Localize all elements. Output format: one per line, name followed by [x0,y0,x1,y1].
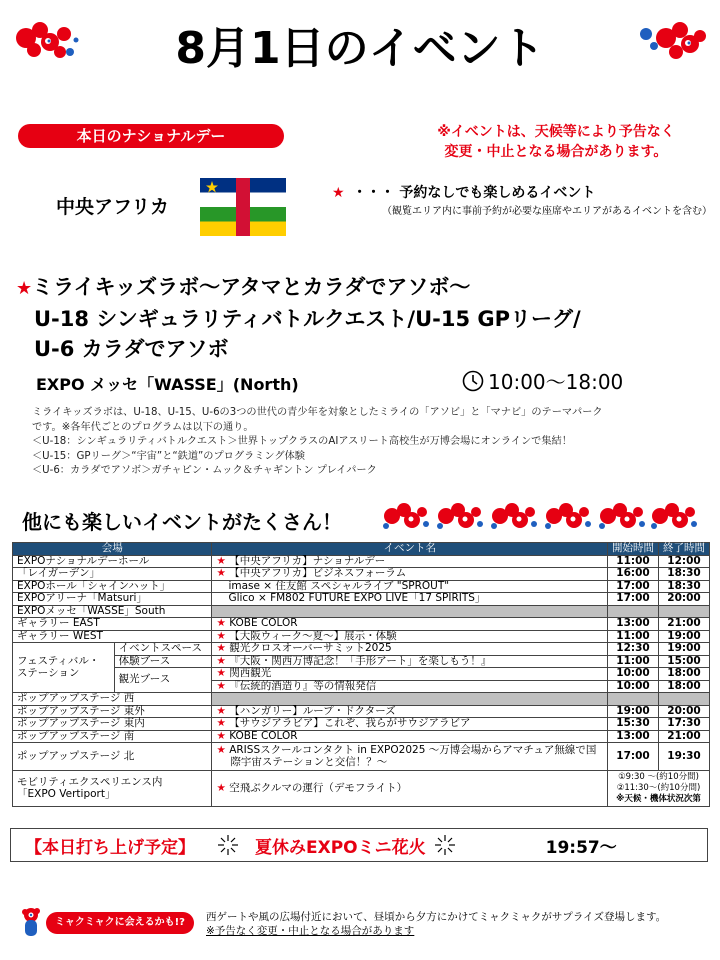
event-name: 【中央アフリカ】ナショナルデー [229,554,386,567]
event-name: 『大阪・関西万博記念！「手形アート」を楽しもう！』 [229,654,492,667]
legend-main [332,182,595,202]
star-icon: ★ [216,704,226,717]
events-table [12,542,710,807]
event-cell [212,680,608,693]
start-cell: 10:00 [607,668,658,681]
event-name: 『伝統的酒造り』等の情報発信 [229,679,377,692]
venue-cell: 「レイガーデン」 [13,568,212,581]
end-cell: 18:00 [658,668,709,681]
empty-cell [658,693,709,706]
table-row [13,655,710,668]
time-line: ※天候・機体状況次第 [616,794,701,804]
venue-cell: EXPOアリーナ「Matsuri」 [13,593,212,606]
desc-line: ＜U-6：カラダでアソボ＞ガチャピン・ムック＆チャギントン プレイパーク [32,465,377,476]
fireworks-name: 夏休みEXPOミニ花火 [255,837,426,858]
event-cell [212,655,608,668]
empty-cell [658,605,709,618]
header-end: 終了時間 [658,543,709,556]
start-cell: 12:30 [607,643,658,656]
desc-line: ミライキッズラボは、U-18、U-15、U-6の3つの世代の青少年を対象としたミライの「アソビ」と「マナビ」のテーマパーク [32,407,603,418]
event-cell [212,771,608,807]
venue-line: モビリティエクスペリエンス内 [17,776,163,788]
header-venue: 会場 [13,543,212,556]
event-name: 【サウジアラビア】これぞ、我らがサウジアラビア [229,717,471,729]
table-row [13,593,710,606]
legend-sub: （観覧エリア内に事前予約が必要な座席やエリアがあるイベントを含む） [382,206,712,217]
table-row [13,718,710,731]
time-line: ②11:30〜(約10分間) [616,783,701,793]
featured-line-2: U-18 シンギュラリティバトルクエスト/U-15 GPリーグ/ [34,307,581,331]
table-header-row [13,543,710,556]
end-cell: 18:30 [658,580,709,593]
table-row [13,743,710,771]
start-cell: 13:00 [607,618,658,631]
end-cell: 18:30 [658,568,709,581]
start-cell: 19:00 [607,705,658,718]
start-cell: 17:00 [607,743,658,771]
venue-cell: EXPOナショナルデーホール [13,555,212,568]
star-icon: ★ [216,781,226,794]
expo-logo-right [632,16,710,66]
table-row [13,580,710,593]
fireworks-label: 【本日打ち上げ予定】 [25,837,195,858]
start-cell: 15:30 [607,718,658,731]
event-cell [212,618,608,631]
venue-cell [13,771,212,807]
national-day-badge: 本日のナショナルデー [18,124,284,148]
table-row [13,771,710,807]
fireworks-banner [10,828,708,862]
venue-line: 「EXPO Vertiport」 [17,787,116,800]
venue-cell: フェスティバル・ステーション [13,643,115,693]
venue-cell: ポップアップステージ 東内 [13,718,212,731]
desc-line: ＜U-18：シンギュラリティバトルクエスト＞世界トップクラスのAIアスリート高校生が万博会場にオンラインで集結！ [32,436,572,447]
venue-cell: EXPOメッセ「WASSE」South [13,605,212,618]
table-row [13,730,710,743]
myaku-line-2: ※予告なく変更・中止となる場合があります [206,925,415,937]
legend-text: ・・・ 予約なしでも楽しめるイベント [352,185,596,201]
empty-cell [607,693,658,706]
star-icon: ★ [16,278,33,299]
end-cell: 19:30 [658,743,709,771]
empty-cell [212,605,608,618]
subvenue-cell: 観光ブース [114,668,212,693]
event-name: KOBE COLOR [229,729,298,742]
end-cell: 17:30 [658,718,709,731]
featured-time-text: 10:00〜18:00 [488,370,624,394]
empty-cell [212,693,608,706]
time-cell [607,771,709,807]
end-cell: 18:00 [658,680,709,693]
fireworks-icon [217,834,239,856]
header-start: 開始時間 [607,543,658,556]
myaku-myaku-mascot-icon [16,906,46,940]
star-icon: ★ [216,617,226,629]
table-row [13,618,710,631]
start-cell: 17:00 [607,593,658,606]
fireworks-icon [434,834,456,856]
event-name: KOBE COLOR [229,617,298,629]
venue-cell: EXPOホール「シャインハット」 [13,580,212,593]
table-row [13,555,710,568]
featured-line-3: U-6 カラダでアソボ [34,337,229,361]
end-cell: 12:00 [658,555,709,568]
star-icon: ★ [216,744,226,756]
clock-icon [462,370,484,392]
notice-line-2: 変更・中止となる場合があります。 [444,144,668,160]
mascot-icon [486,498,542,532]
featured-venue: EXPO メッセ「WASSE」(North) [36,375,299,394]
venue-cell: ポップアップステージ 南 [13,730,212,743]
end-cell: 20:00 [658,593,709,606]
star-icon: ★ [216,642,226,654]
myaku-myaku-info [206,910,666,938]
start-cell: 11:00 [607,655,658,668]
event-name: 【ハンガリー】ループ・ドクターズ [229,704,396,717]
table-row [13,630,710,643]
start-cell: 17:00 [607,580,658,593]
end-cell: 21:00 [658,730,709,743]
country-name: 中央アフリカ [56,196,170,218]
event-cell [212,555,608,568]
myaku-line-1: 西ゲートや風の広場付近において、昼頃から夕方にかけてミャクミャクがサプライズ登場します。 [206,911,667,923]
start-cell: 11:00 [607,630,658,643]
event-cell [212,730,608,743]
start-cell: 13:00 [607,730,658,743]
venue-cell: ポップアップステージ 北 [13,743,212,771]
event-cell [212,743,608,771]
star-icon: ★ [216,629,226,642]
desc-line: ＜U-15：GPリーグ＞“宇宙”と“鉄道”のプログラミング体験 [32,450,305,462]
venue-cell: ポップアップステージ 東外 [13,705,212,718]
mascot-icon [432,498,488,532]
featured-line-1: ミライキッズラボ〜アタマとカラダでアソボ〜 [32,275,471,299]
mascot-icon [646,498,702,532]
star-icon: ★ [216,667,226,679]
event-name: 観光クロスオーバーサミット2025 [229,642,392,654]
start-cell: 11:00 [607,555,658,568]
star-icon: ★ [216,729,226,742]
time-line: ①9:30 〜(約10分間) [618,772,699,782]
mascot-icon [540,498,596,532]
event-cell [212,643,608,656]
fireworks-time: 19:57〜 [545,837,617,858]
end-cell: 19:00 [658,630,709,643]
star-icon: ★ [216,654,226,667]
start-cell: 16:00 [607,568,658,581]
end-cell: 21:00 [658,618,709,631]
star-icon: ★ [216,554,226,567]
table-row [13,693,710,706]
event-cell [212,630,608,643]
star-icon: ★ [216,567,226,579]
event-name: 【中央アフリカ】ビジネスフォーラム [229,567,407,579]
star-icon: ★ [332,185,345,201]
event-name: 関西観光 [229,667,272,679]
myaku-myaku-badge: ミャクミャクに会えるかも!? [46,912,194,934]
header-event: イベント名 [212,543,608,556]
end-cell: 19:00 [658,643,709,656]
star-icon: ★ [216,717,226,729]
event-cell [212,668,608,681]
mascot-icon [378,498,434,532]
central-african-republic-flag [200,178,286,236]
event-name: 空飛ぶクルマの運行（デモフライト） [229,781,408,794]
weather-notice [400,122,712,162]
star-icon: ★ [216,679,226,692]
table-row [13,568,710,581]
event-name: 【大阪ウィーク〜夏〜】展示・体験 [229,629,397,642]
featured-event-title [16,272,581,364]
desc-line: です。※各年代ごとのプログラムは以下の通り。 [32,421,254,433]
event-cell [212,705,608,718]
event-name: ARISSスクールコンタクト in EXPO2025 〜万博会場からアマチュア無線で国 [229,744,597,756]
mascot-icon [594,498,650,532]
page-title: 8月1日のイベント [175,23,545,74]
subvenue-cell: イベントスペース [114,643,212,656]
subvenue-cell: 体験ブース [114,655,212,668]
event-name-cont: 際宇宙ステーションと交信！？〜 [230,755,388,768]
venue-cell: ポップアップステージ 西 [13,693,212,706]
table-row [13,705,710,718]
table-row [13,605,710,618]
end-cell: 20:00 [658,705,709,718]
event-cell [212,718,608,731]
start-cell: 10:00 [607,680,658,693]
table-row [13,643,710,656]
venue-cell: ギャラリー EAST [13,618,212,631]
featured-description [32,406,603,479]
end-cell: 15:00 [658,655,709,668]
event-cell: Glico × FM802 FUTURE EXPO LIVE「17 SPIRITS」 [212,593,608,606]
empty-cell [607,605,658,618]
event-cell [212,568,608,581]
featured-time [462,366,623,395]
venue-cell: ギャラリー WEST [13,630,212,643]
event-cell: imase × 住友館 スペシャルライブ "SPROUT" [212,580,608,593]
table-row [13,668,710,681]
notice-line-1: ※イベントは、天候等により予告なく [437,124,675,140]
others-heading: 他にも楽しいイベントがたくさん！ [22,510,342,534]
